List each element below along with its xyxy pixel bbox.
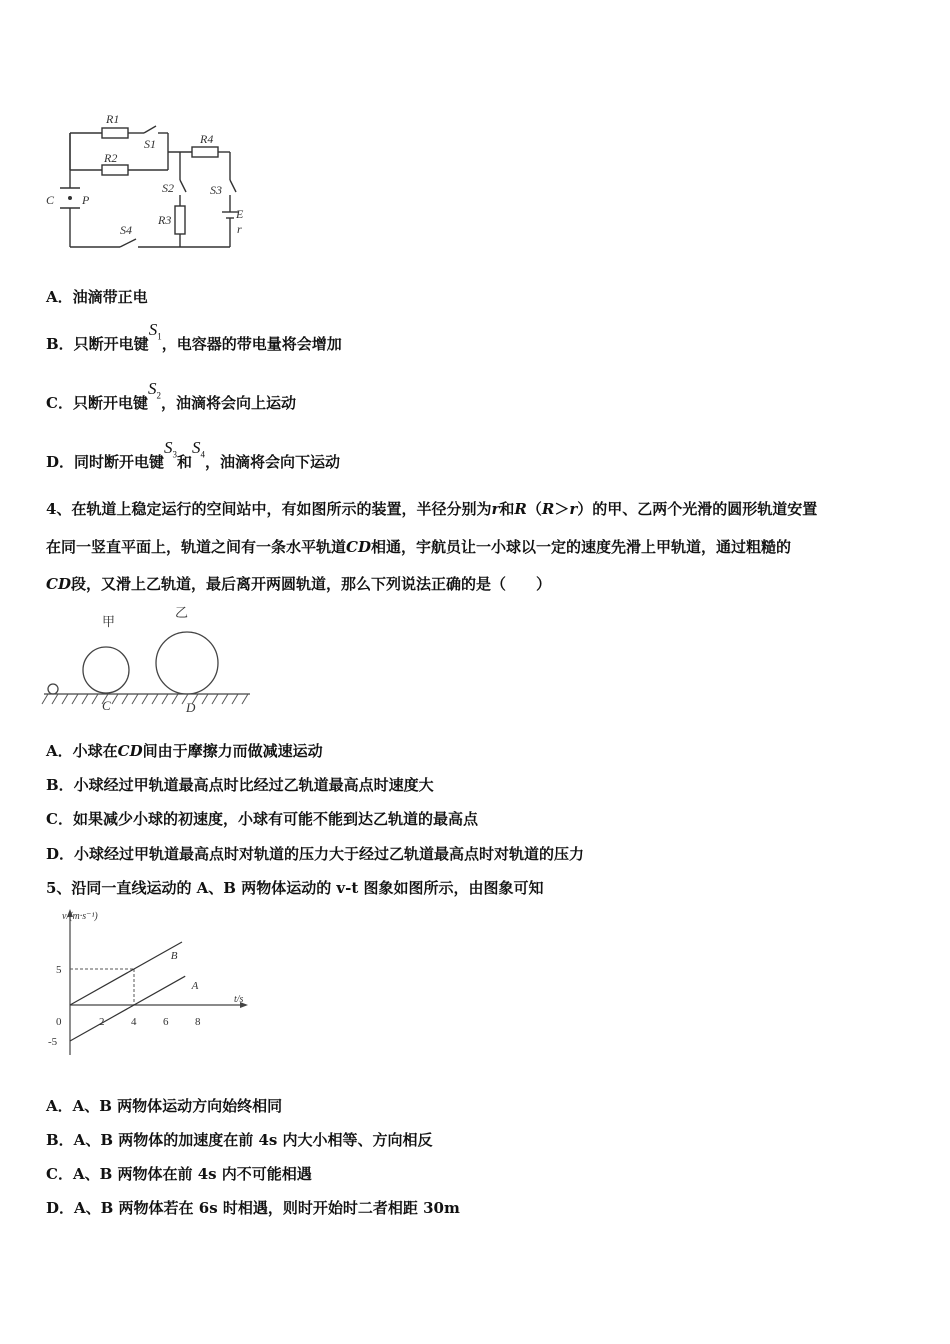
option-text: ，油滴将会向下运动 xyxy=(205,453,341,471)
stem-text: 4、在轨道上稳定运行的空间站中，有如图所示的装置，半径分别为 xyxy=(46,500,492,518)
stem-text: ）的甲、乙两个光滑的圆形轨道安置 xyxy=(577,500,818,518)
s2-label: S2 xyxy=(162,181,174,195)
q4-option-a xyxy=(46,740,323,761)
option-text: C．只断开电键 xyxy=(46,394,148,412)
symbol-subscript: 3 xyxy=(172,449,178,460)
y-axis-label: v/(m·s⁻¹) xyxy=(62,911,98,922)
option-text: D．同时断开电键 xyxy=(46,453,165,471)
symbol-letter: S xyxy=(148,320,158,339)
r1-label: R1 xyxy=(106,112,120,126)
q3-option-a: A．油滴带正电 xyxy=(46,288,148,306)
var-cd: CD xyxy=(346,538,371,556)
q4-stem-line1 xyxy=(46,498,817,519)
var-cd: CD xyxy=(117,742,143,760)
stem-text: 段，又滑上乙轨道，最后离开两圆轨道，那么下列说法正确的是（ ） xyxy=(70,575,551,593)
option-text: B．只断开电键 xyxy=(46,335,149,353)
symbol-s1 xyxy=(148,320,162,342)
q4-option-b: B．小球经过甲轨道最高点时比经过乙轨道最高点时速度大 xyxy=(46,776,434,794)
q3-option-c xyxy=(46,379,296,414)
symbol-s4 xyxy=(192,438,206,460)
var-r: r xyxy=(491,500,500,518)
p-label: P xyxy=(82,193,90,207)
var-R: R xyxy=(514,500,527,518)
r2-label: R2 xyxy=(104,151,118,165)
q3-option-b xyxy=(46,320,342,355)
series-label-a: A xyxy=(191,980,199,993)
point-c-label: C xyxy=(102,698,111,713)
r4-label: R4 xyxy=(200,132,214,146)
series-label-b: B xyxy=(170,949,178,962)
s3-label: S3 xyxy=(210,183,222,197)
symbol-subscript: 4 xyxy=(200,449,206,460)
stem-text: （ xyxy=(526,500,542,518)
x-tick-label: 8 xyxy=(195,1016,201,1028)
jia-label: 甲 xyxy=(102,615,116,630)
q5-option-d: D．A、B 两物体若在 6s 时相遇，则时开始时二者相距 30m xyxy=(46,1199,460,1217)
r3-label: R3 xyxy=(158,213,172,227)
gt-sign: ＞ xyxy=(554,500,570,518)
yi-label: 乙 xyxy=(175,606,189,621)
stem-text: 和 xyxy=(499,500,515,518)
symbol-s3 xyxy=(164,438,178,460)
option-text: 间由于摩擦力而做减速运动 xyxy=(142,742,323,760)
q5-option-a: A．A、B 两物体运动方向始终相同 xyxy=(46,1097,283,1115)
q4-option-d: D．小球经过甲轨道最高点时对轨道的压力大于经过乙轨道最高点时对轨道的压力 xyxy=(46,845,585,863)
stem-text: 相通，宇航员让一小球以一定的速度先滑上甲轨道，通过粗糙的 xyxy=(370,538,791,556)
q4-option-c: C．如果减少小球的初速度，小球有可能不能到达乙轨道的最高点 xyxy=(46,810,478,828)
q4-stem-line3 xyxy=(46,573,551,594)
tracks-figure xyxy=(40,600,260,718)
x-tick-label: 4 xyxy=(131,1016,137,1028)
y-tick-label: 5 xyxy=(56,964,62,976)
q3-option-d xyxy=(46,438,341,473)
option-text: ，电容器的带电量将会增加 xyxy=(161,335,342,353)
vt-chart xyxy=(40,905,260,1065)
symbol-letter: S xyxy=(164,438,173,457)
q5-option-c: C．A、B 两物体在前 4s 内不可能相遇 xyxy=(46,1165,312,1183)
series-line-b xyxy=(70,942,182,1005)
x-tick-label: 6 xyxy=(163,1016,169,1028)
var-cd: CD xyxy=(46,575,71,593)
q5-option-b: B．A、B 两物体的加速度在前 4s 内大小相等、方向相反 xyxy=(46,1131,433,1149)
option-text: A．小球在 xyxy=(46,742,118,760)
stem-text: 在同一竖直平面上，轨道之间有一条水平轨道 xyxy=(46,538,347,556)
y-tick-label: -5 xyxy=(48,1036,58,1048)
symbol-letter: S xyxy=(192,438,201,457)
symbol-letter: S xyxy=(147,379,157,398)
x-axis-label: t/s xyxy=(234,994,244,1005)
c-label: C xyxy=(46,193,55,207)
s1-label: S1 xyxy=(144,137,156,151)
option-text: ，油滴将会向上运动 xyxy=(160,394,296,412)
e-label: E xyxy=(236,207,244,221)
y-tick-label: 0 xyxy=(56,1016,62,1028)
series-line-a xyxy=(70,976,185,1041)
option-text: 和 xyxy=(177,453,193,471)
internal-r-label: r xyxy=(237,222,242,236)
symbol-subscript: 2 xyxy=(156,390,161,401)
var-r: r xyxy=(569,500,578,518)
s4-label: S4 xyxy=(120,223,132,237)
circuit-diagram xyxy=(40,100,260,260)
symbol-s2 xyxy=(147,379,161,401)
symbol-subscript: 1 xyxy=(157,331,162,342)
point-d-label: D xyxy=(186,700,196,715)
var-R: R xyxy=(541,500,555,518)
q5-stem: 5、沿同一直线运动的 A、B 两物体运动的 v-t 图象如图所示，由图象可知 xyxy=(46,879,544,897)
q4-stem-line2 xyxy=(46,536,791,557)
x-tick-label: 2 xyxy=(99,1016,105,1028)
